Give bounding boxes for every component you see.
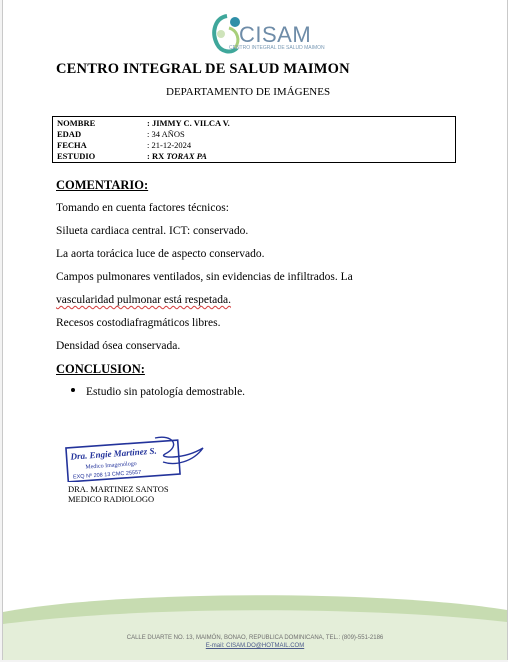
footer-address: CALLE DUARTE NO. 13, MAIMÓN, BONAO, REPUBLICA DOMINICANA, TEL.: (809)-551-2186 bbox=[126, 635, 384, 641]
department-title: DEPARTAMENTO DE IMÁGENES bbox=[166, 86, 331, 98]
stamp-line1: Dra. Engie Martinez S. bbox=[70, 445, 157, 462]
comentario-line: vascularidad pulmonar está respetada. bbox=[56, 294, 231, 306]
info-value: : 34 AÑOS bbox=[147, 129, 185, 139]
patient-info-box bbox=[52, 116, 456, 163]
footer-email[interactable]: E-mail: CISAM.DO@HOTMAIL.COM bbox=[205, 643, 305, 649]
info-value: : 21-12-2024 bbox=[147, 140, 192, 150]
info-label: EDAD bbox=[57, 129, 82, 139]
comentario-line: La aorta torácica luce de aspecto conservado. bbox=[56, 248, 265, 260]
document-page bbox=[2, 0, 508, 660]
stamp-line3: EXQ Nº 208 13 CMC 25557 bbox=[72, 469, 142, 481]
signer-name: DRA. MARTINEZ SANTOS bbox=[68, 484, 169, 494]
comentario-line: Densidad ósea conservada. bbox=[56, 340, 181, 352]
info-value bbox=[147, 151, 207, 161]
signature-stamp bbox=[63, 432, 213, 482]
signer-role: MEDICO RADIOLOGO bbox=[68, 494, 155, 504]
comentario-heading: COMENTARIO: bbox=[56, 178, 149, 192]
footer-wave bbox=[3, 590, 507, 660]
info-label: FECHA bbox=[57, 140, 87, 150]
comentario-line: Campos pulmonares ventilados, sin evidencias de infiltrados. La bbox=[56, 271, 353, 283]
comentario-line: Silueta cardiaca central. ICT: conservado. bbox=[56, 225, 249, 237]
logo-name: CISAM bbox=[239, 22, 312, 47]
conclusion-item: Estudio sin patología demostrable. bbox=[86, 386, 246, 398]
info-value: : JIMMY C. VILCA V. bbox=[147, 118, 230, 128]
comentario-line: Tomando en cuenta factores técnicos: bbox=[56, 202, 229, 214]
study-prefix: : RX bbox=[147, 151, 167, 161]
info-label: ESTUDIO bbox=[57, 151, 96, 161]
page-title: CENTRO INTEGRAL DE SALUD MAIMON bbox=[56, 61, 350, 77]
study-name: TORAX PA bbox=[166, 151, 207, 161]
logo-subtitle: CENTRO INTEGRAL DE SALUD MAIMON bbox=[229, 45, 325, 51]
cisam-logo bbox=[207, 12, 325, 58]
conclusion-heading: CONCLUSION: bbox=[56, 362, 145, 376]
stamp-line2: Medico Imagenólogo bbox=[85, 461, 137, 471]
info-label: NOMBRE bbox=[57, 118, 96, 128]
comentario-line: Recesos costodiafragmáticos libres. bbox=[56, 317, 221, 329]
bullet-icon bbox=[71, 388, 75, 392]
